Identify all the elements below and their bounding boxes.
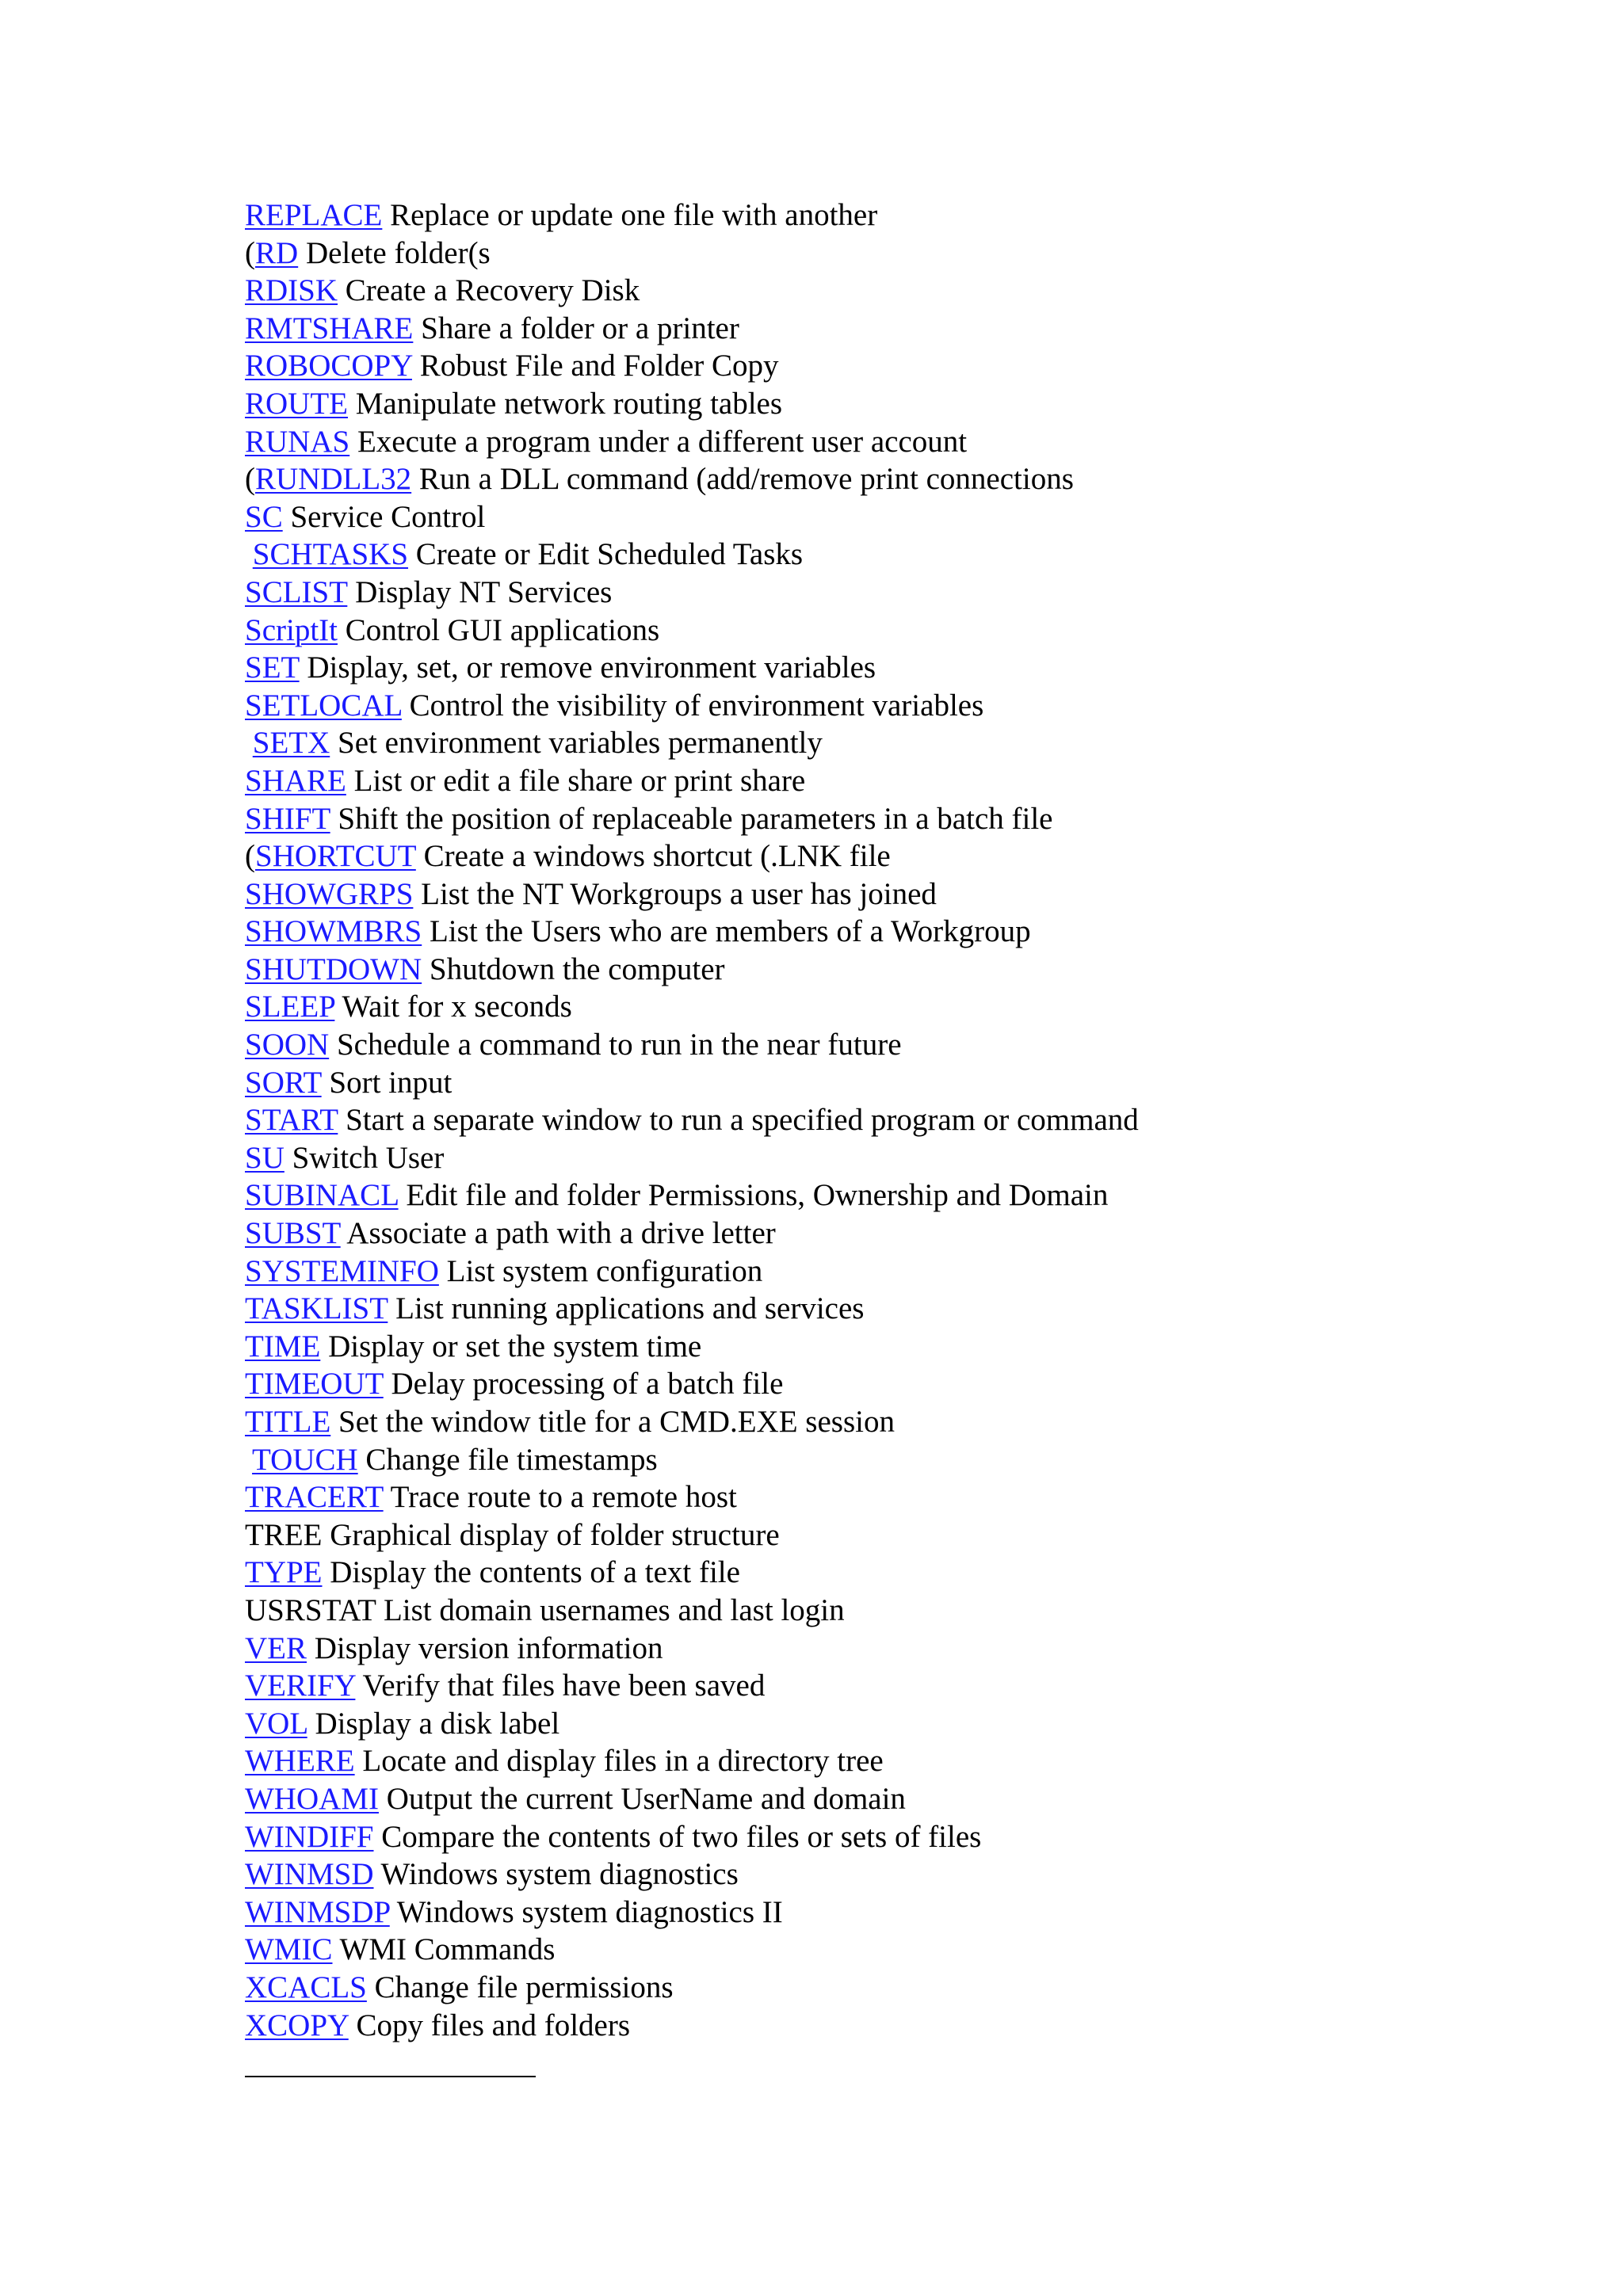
command-description: WMI Commands	[332, 1932, 556, 1967]
command-description: Robust File and Folder Copy	[411, 349, 779, 383]
command-description: Display version information	[307, 1630, 663, 1665]
command-entry-scriptit	[245, 612, 1513, 650]
command-link-su[interactable]: SU	[245, 1140, 285, 1175]
command-description: Display the contents of a text file	[322, 1555, 740, 1590]
command-description: List the Users who are members of a Workgroup	[422, 914, 1031, 949]
command-entry-type	[245, 1554, 1513, 1592]
command-entry-xcopy	[245, 2007, 1513, 2045]
command-prefix	[245, 1443, 252, 1477]
command-link-windiff[interactable]: WINDIFF	[245, 1819, 374, 1854]
footnote-separator	[245, 2076, 536, 2077]
command-description: Windows system diagnostics	[373, 1857, 739, 1892]
command-entry-rundll32	[245, 460, 1513, 498]
command-entry-vol	[245, 1705, 1513, 1743]
command-link-subinacl[interactable]: SUBINACL	[245, 1178, 399, 1213]
command-description: List the NT Workgroups a user has joined	[413, 876, 937, 911]
command-link-whoami[interactable]: WHOAMI	[245, 1781, 379, 1816]
command-link-winmsdp[interactable]: WINMSDP	[245, 1894, 390, 1929]
command-description: Display NT Services	[347, 574, 613, 609]
command-description: Display, set, or remove environment variables	[299, 650, 876, 685]
command-link-vol[interactable]: VOL	[245, 1706, 307, 1741]
command-description: Shift the position of replaceable parameters in a batch file	[330, 801, 1053, 836]
command-entry-showmbrs	[245, 913, 1513, 951]
command-description: List domain usernames and last login	[376, 1592, 845, 1627]
command-entry-wmic	[245, 1931, 1513, 1969]
command-link-route[interactable]: ROUTE	[245, 386, 348, 421]
command-link-winmsd[interactable]: WINMSD	[245, 1857, 374, 1892]
command-description: Share a folder or a printer	[413, 311, 739, 345]
command-entry-subinacl	[245, 1177, 1513, 1215]
command-entry-setx	[245, 724, 1513, 762]
command-entry-rmtshare	[245, 310, 1513, 348]
command-entry-sort	[245, 1064, 1513, 1102]
command-description: Switch User	[284, 1140, 445, 1175]
command-description: Edit file and folder Permissions, Ownership and Domain	[398, 1178, 1109, 1213]
command-entry-robocopy	[245, 347, 1513, 385]
command-description: Wait for x seconds	[334, 990, 572, 1024]
command-link-start[interactable]: START	[245, 1103, 338, 1138]
command-link-xcopy[interactable]: XCOPY	[245, 2008, 349, 2042]
command-link-rdisk[interactable]: RDISK	[245, 273, 338, 308]
command-entry-systeminfo	[245, 1253, 1513, 1291]
command-link-touch[interactable]: TOUCH	[252, 1442, 358, 1477]
command-link-systeminfo[interactable]: SYSTEMINFO	[245, 1253, 439, 1288]
command-description: List running applications and services	[388, 1291, 865, 1326]
command-name-tree: TREE	[245, 1517, 323, 1552]
command-description: Change file timestamps	[357, 1442, 658, 1477]
command-description: Create or Edit Scheduled Tasks	[408, 537, 804, 572]
command-entry-sc	[245, 498, 1513, 536]
command-entry-showgrps	[245, 875, 1513, 913]
command-prefix	[245, 726, 253, 760]
command-link-rmtshare[interactable]: RMTSHARE	[245, 311, 414, 345]
command-description: Copy files and folders	[348, 2008, 631, 2042]
command-entry-winmsd	[245, 1855, 1513, 1894]
command-entry-xcacls	[245, 1969, 1513, 2007]
command-link-tasklist[interactable]: TASKLIST	[245, 1291, 388, 1326]
command-link-type[interactable]: TYPE	[245, 1555, 323, 1590]
command-description: Control GUI applications	[337, 612, 660, 647]
command-link-timeout[interactable]: TIMEOUT	[245, 1367, 384, 1402]
command-entry-subst	[245, 1215, 1513, 1253]
command-prefix: (	[245, 839, 255, 874]
command-entry-time	[245, 1328, 1513, 1366]
command-entry-usrstat	[245, 1592, 1513, 1630]
command-description: Create a windows shortcut (.LNK file	[415, 839, 891, 874]
command-entry-route	[245, 385, 1513, 423]
command-description: Delay processing of a batch file	[383, 1367, 784, 1402]
command-entry-schtasks	[245, 536, 1513, 574]
command-link-ver[interactable]: VER	[245, 1630, 307, 1665]
command-entry-rdisk	[245, 272, 1513, 310]
command-entry-su	[245, 1139, 1513, 1177]
command-entry-title	[245, 1403, 1513, 1441]
command-description: Schedule a command to run in the near future	[329, 1028, 902, 1062]
command-prefix	[245, 537, 253, 571]
command-link-setx[interactable]: SETX	[252, 726, 330, 761]
command-description: Display a disk label	[307, 1706, 560, 1741]
command-link-share[interactable]: SHARE	[245, 763, 346, 798]
command-link-replace[interactable]: REPLACE	[245, 198, 383, 232]
command-link-setlocal[interactable]: SETLOCAL	[245, 688, 402, 723]
command-link-sleep[interactable]: SLEEP	[245, 990, 335, 1024]
command-link-showmbrs[interactable]: SHOWMBRS	[245, 914, 422, 949]
command-description: Locate and display files in a directory tree	[354, 1744, 884, 1779]
command-link-title[interactable]: TITLE	[245, 1405, 331, 1439]
command-description: Shutdown the computer	[422, 952, 725, 986]
command-entry-touch	[245, 1441, 1513, 1479]
command-description: Verify that files have been saved	[355, 1669, 766, 1703]
command-entry-shortcut	[245, 837, 1513, 875]
command-link-rd[interactable]: RD	[255, 235, 299, 270]
command-entry-whoami	[245, 1780, 1513, 1818]
command-link-robocopy[interactable]: ROBOCOPY	[245, 349, 412, 383]
command-link-sclist[interactable]: SCLIST	[245, 574, 348, 609]
command-link-rundll32[interactable]: RUNDLL32	[255, 462, 412, 497]
command-description: Change file permissions	[366, 1970, 674, 2004]
command-list	[245, 196, 1513, 2044]
command-link-showgrps[interactable]: SHOWGRPS	[245, 876, 414, 911]
command-link-verify[interactable]: VERIFY	[245, 1669, 356, 1703]
command-link-time[interactable]: TIME	[245, 1329, 321, 1363]
command-description: Start a separate window to run a specified program or command	[338, 1103, 1139, 1138]
command-description: Display or set the system time	[320, 1329, 702, 1363]
command-description: Run a DLL command (add/remove print connections	[411, 462, 1074, 497]
command-entry-runas	[245, 423, 1513, 461]
command-name-usrstat: USRSTAT	[245, 1592, 376, 1627]
command-description: List or edit a file share or print share	[346, 763, 806, 798]
command-entry-timeout	[245, 1365, 1513, 1403]
command-link-soon[interactable]: SOON	[245, 1028, 330, 1062]
command-link-shift[interactable]: SHIFT	[245, 801, 330, 836]
command-link-subst[interactable]: SUBST	[245, 1216, 341, 1251]
command-entry-tree	[245, 1516, 1513, 1554]
command-entry-start	[245, 1101, 1513, 1139]
command-entry-tasklist	[245, 1290, 1513, 1328]
command-description: Create a Recovery Disk	[338, 273, 640, 308]
command-description: Graphical display of folder structure	[322, 1517, 780, 1552]
command-prefix: (	[245, 462, 255, 497]
command-entry-where	[245, 1742, 1513, 1780]
command-description: Replace or update one file with another	[382, 198, 878, 232]
command-link-set[interactable]: SET	[245, 650, 300, 685]
command-description: Set environment variables permanently	[330, 726, 823, 761]
command-link-wmic[interactable]: WMIC	[245, 1932, 333, 1967]
command-entry-soon	[245, 1026, 1513, 1064]
command-link-sort[interactable]: SORT	[245, 1065, 322, 1100]
command-link-where[interactable]: WHERE	[245, 1744, 355, 1779]
command-link-schtasks[interactable]: SCHTASKS	[252, 537, 409, 572]
command-link-xcacls[interactable]: XCACLS	[245, 1970, 367, 2004]
command-entry-sclist	[245, 574, 1513, 612]
command-link-tracert[interactable]: TRACERT	[245, 1480, 384, 1515]
command-description: Windows system diagnostics II	[389, 1894, 783, 1929]
command-description: Execute a program under a different user account	[349, 424, 968, 459]
command-link-shortcut[interactable]: SHORTCUT	[255, 839, 416, 874]
command-entry-setlocal	[245, 687, 1513, 725]
command-entry-windiff	[245, 1818, 1513, 1856]
command-entry-winmsdp	[245, 1894, 1513, 1932]
command-description: Output the current UserName and domain	[378, 1781, 906, 1816]
command-link-scriptit[interactable]: ScriptIt	[245, 612, 338, 647]
command-description: Set the window title for a CMD.EXE session	[330, 1405, 895, 1439]
command-entry-verify	[245, 1667, 1513, 1705]
command-entry-set	[245, 649, 1513, 687]
command-description: Manipulate network routing tables	[348, 386, 783, 421]
command-description: Compare the contents of two files or sets of files	[373, 1819, 982, 1854]
command-description: Sort input	[321, 1065, 453, 1100]
command-description: Trace route to a remote host	[383, 1480, 737, 1515]
command-entry-rd	[245, 235, 1513, 273]
command-link-runas[interactable]: RUNAS	[245, 424, 350, 459]
command-link-sc[interactable]: SC	[245, 499, 283, 534]
command-entry-shutdown	[245, 951, 1513, 989]
command-entry-share	[245, 762, 1513, 800]
command-description: Control the visibility of environment variables	[401, 688, 984, 723]
command-entry-replace	[245, 196, 1513, 235]
command-prefix: (	[245, 235, 255, 270]
command-description: List system configuration	[438, 1253, 763, 1288]
command-entry-tracert	[245, 1478, 1513, 1516]
command-entry-ver	[245, 1630, 1513, 1668]
command-description: Service Control	[282, 499, 486, 534]
command-description: Associate a path with a drive letter	[340, 1216, 776, 1251]
command-entry-shift	[245, 800, 1513, 838]
command-description: Delete folder(s	[298, 235, 491, 270]
command-entry-sleep	[245, 988, 1513, 1026]
command-link-shutdown[interactable]: SHUTDOWN	[245, 952, 422, 986]
